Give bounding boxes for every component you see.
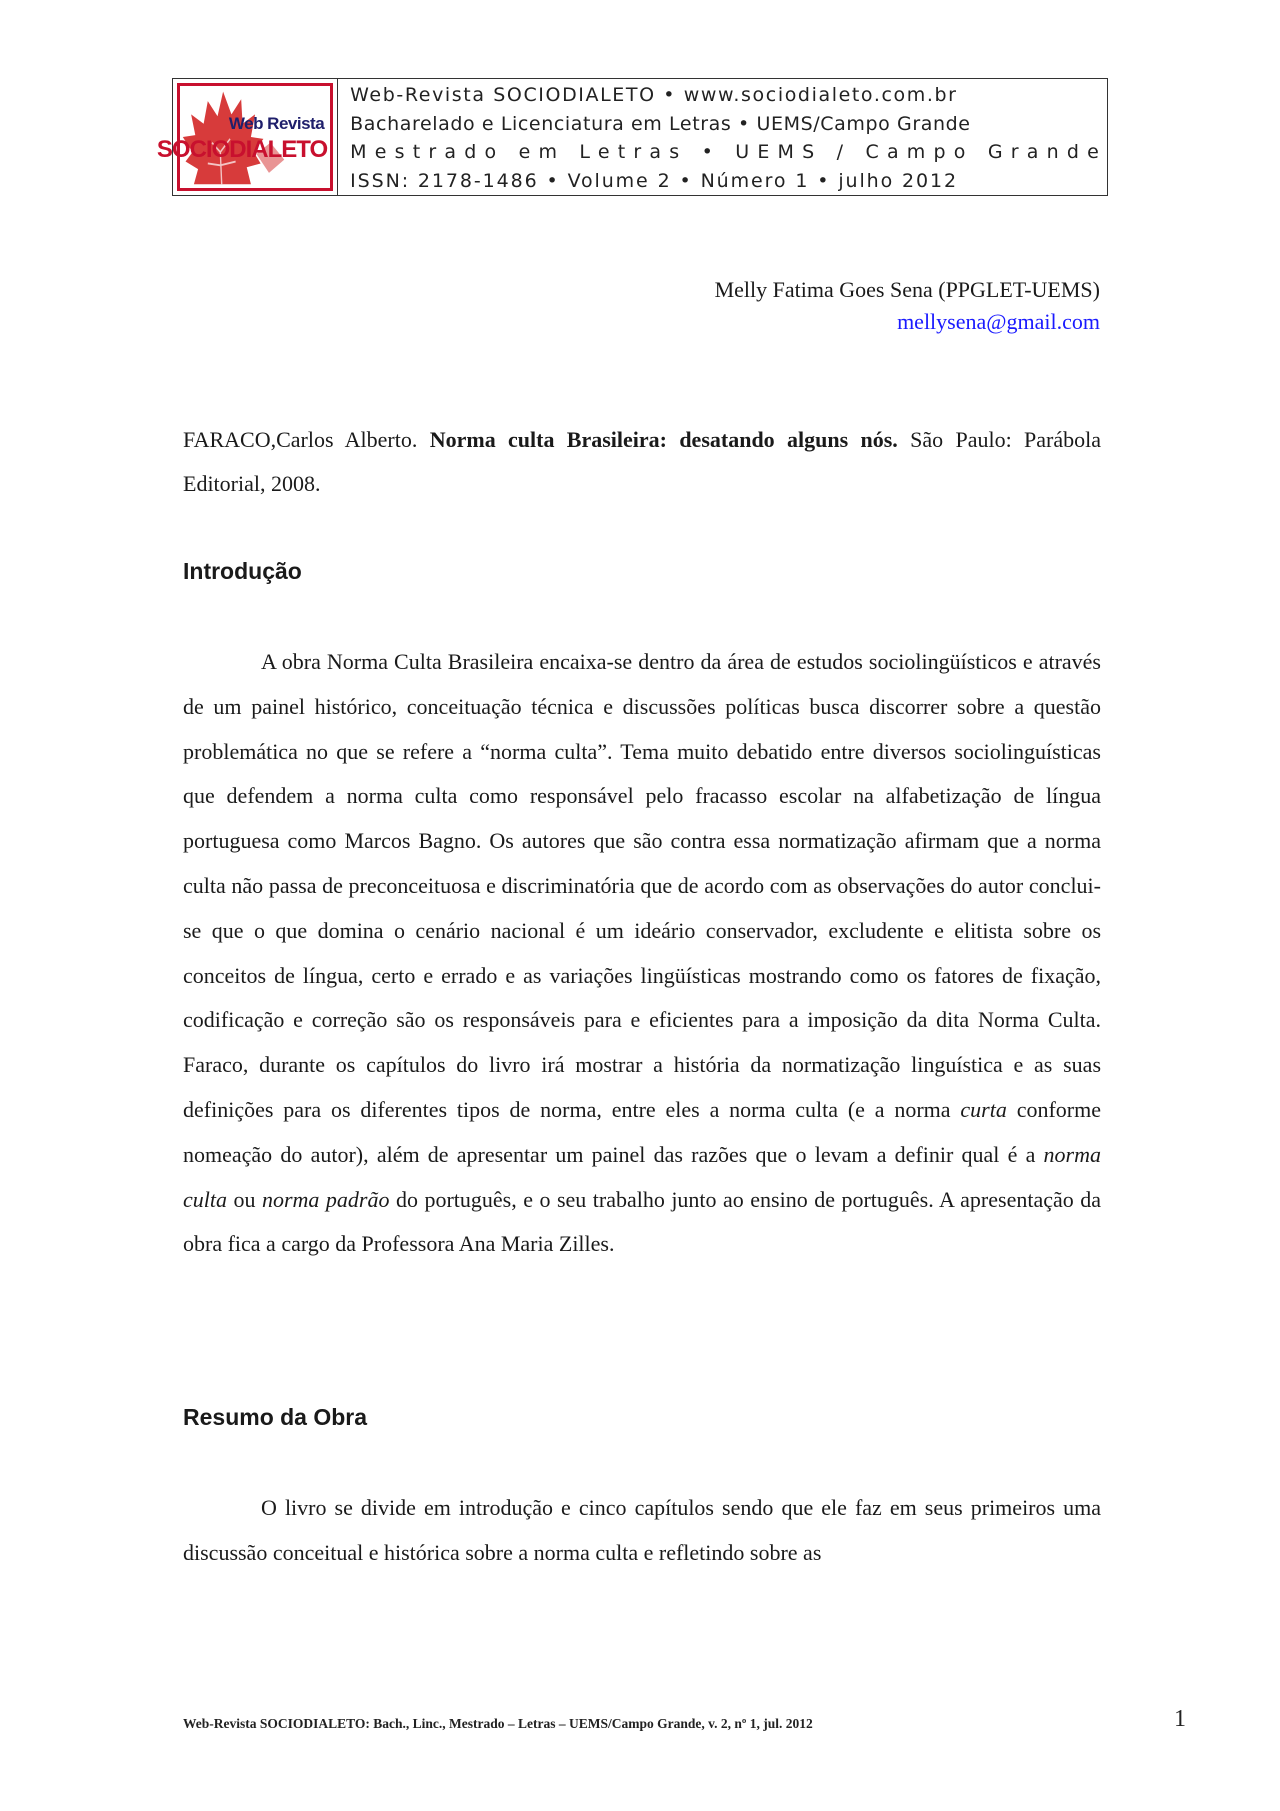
reference-publisher: São Paulo: Parábola Editorial, 2008. [183, 427, 1101, 496]
author-name: Melly Fatima Goes Sena (PPGLET-UEMS) [714, 277, 1100, 302]
header-line-2: Bacharelado e Licenciatura em Letras • UEMS/Campo Grande [350, 112, 971, 135]
journal-logo [156, 83, 333, 191]
logo-web-revista-text: Web Revista [228, 114, 325, 133]
intro-text-4: do português, e o seu trabalho junto ao ensino de português. A apresentação da obra fica a cargo da Professora Ana Maria Zilles. [183, 1186, 1101, 1257]
intro-em-curta: curta [960, 1096, 1007, 1122]
footer-citation: Web-Revista SOCIODIALETO: Bach., Linc., Mestrado – Letras – UEMS/Campo Grande, v. 2, nº 1, jul. 2012 [183, 1716, 813, 1731]
header-line-3: Mestrado em Letras • UEMS / Campo Grande [350, 141, 1107, 163]
reference-author: FARACO,Carlos Alberto. [183, 427, 430, 452]
intro-text-3: ou [227, 1186, 262, 1212]
journal-header [156, 78, 1108, 196]
section-heading-introducao: Introdução [183, 558, 302, 584]
header-line-4: ISSN: 2178-1486 • Volume 2 • Número 1 • julho 2012 [350, 169, 959, 192]
intro-paragraph [183, 640, 1101, 1267]
book-reference [183, 418, 1101, 506]
header-line-1: Web-Revista SOCIODIALETO • www.sociodialeto.com.br [350, 84, 958, 106]
intro-text-2: conforme nomeação do autor), além de apresentar um painel das razões que o levam a definir qual é a [183, 1096, 1101, 1167]
journal-info-lines [338, 79, 1107, 195]
reference-title: Norma culta Brasileira: desatando alguns nós. [429, 427, 898, 452]
journal-logo-cell [156, 79, 338, 195]
section-heading-resumo: Resumo da Obra [183, 1404, 368, 1430]
intro-em-norma-culta: norma culta [183, 1141, 1101, 1212]
intro-em-norma-padrao: norma padrão [261, 1186, 390, 1212]
page-number: 1 [1174, 1706, 1186, 1732]
resumo-paragraph: O livro se divide em introdução e cinco capítulos sendo que ele faz em seus primeiros uma discussão conceitual e histórica sobre a norma culta e refletindo sobre as [183, 1495, 1101, 1565]
logo-sociodialeto-text: SOCIODIALETO [156, 136, 328, 163]
author-email-link[interactable]: mellysena@gmail.com [897, 309, 1100, 334]
intro-text-1: A obra Norma Culta Brasileira encaixa-se dentro da área de estudos sociolingüísticos e através de um painel histórico, conceituação técnica e discussões políticas busca discorrer sobre a questão problemática no que se refere a “norma culta”. Tema muito debatido entre diversos sociolinguísticas que defendem a norma culta como responsável pelo fracasso escolar na alfabetização de língua portuguesa como Marcos Bagno. Os autores que são contra essa normatização afirmam que a norma culta não passa de preconceituosa e discriminatória que de acordo com as observações do autor conclui-se que o que domina o cenário nacional é um ideário conservador, excludente e elitista sobre os conceitos de língua, certo e errado e as variações lingüísticas mostrando como os fatores de fixação, codificação e correção são os responsáveis para e eficientes para a imposição da dita Norma Culta. Faraco, durante os capítulos do livro irá mostrar a história da normatização linguística e as suas definições para os diferentes tipos de norma, entre eles a norma culta (e a norma [183, 649, 1101, 1122]
author-block [715, 274, 1100, 338]
